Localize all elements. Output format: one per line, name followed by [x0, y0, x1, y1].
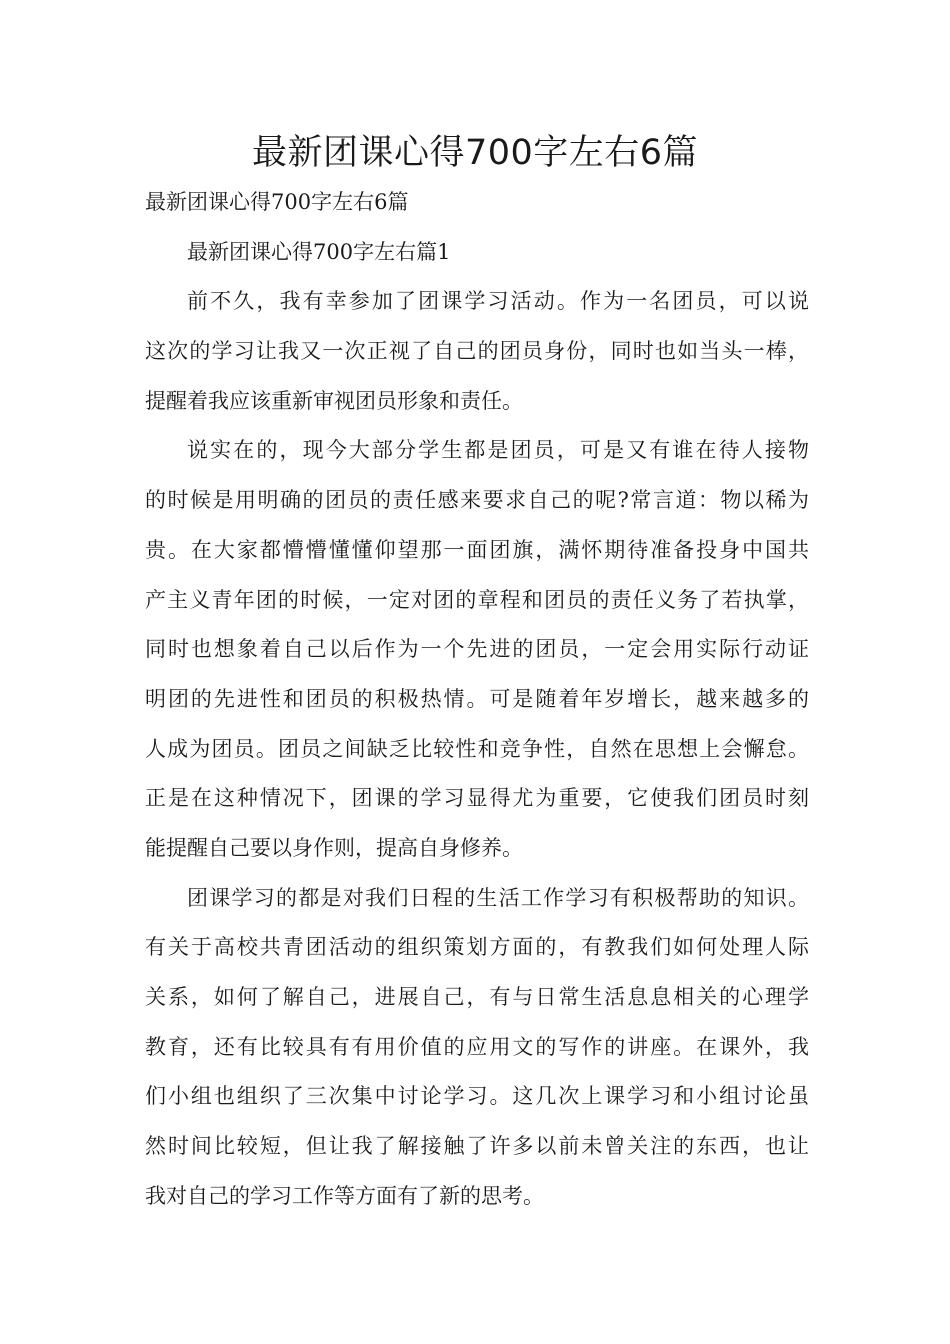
paragraph-line: 教育，还有比较具有有用价值的应用文的写作的讲座。在课外，我	[145, 1034, 809, 1059]
paragraph-line: 的时候是用明确的团员的责任感来要求自己的呢?常言道：物以稀为	[145, 488, 809, 513]
paragraph-line: 有关于高校共青团活动的组织策划方面的，有教我们如何处理人际	[145, 935, 809, 960]
paragraph-line: 明团的先进性和团员的积极热情。可是随着年岁增长，越来越多的	[145, 686, 809, 711]
section-heading: 最新团课心得700字左右篇1	[187, 239, 451, 264]
paragraph-1	[145, 277, 809, 426]
paragraph-line: 我对自己的学习工作等方面有了新的思考。	[145, 1183, 544, 1208]
paragraph-line: 团课学习的都是对我们日程的生活工作学习有积极帮助的知识。	[187, 885, 809, 910]
paragraph-line: 产主义青年团的时候，一定对团的章程和团员的责任义务了若执掌，	[145, 587, 809, 612]
paragraph-line: 们小组也组织了三次集中讨论学习。这几次上课学习和小组讨论虽	[145, 1084, 809, 1109]
paragraph-line: 能提醒自己要以身作则，提高自身修养。	[145, 835, 523, 860]
paragraph-line: 人成为团员。团员之间缺乏比较性和竞争性，自然在思想上会懈怠。	[145, 736, 809, 761]
paragraph-line: 说实在的，现今大部分学生都是团员，可是又有谁在待人接物	[187, 438, 809, 463]
paragraph-line: 然时间比较短，但让我了解接触了许多以前未曾关注的东西，也让	[145, 1134, 809, 1159]
document-body	[145, 178, 809, 1221]
paragraph-2	[145, 426, 809, 873]
paragraph-line: 关系，如何了解自己，进展自己，有与日常生活息息相关的心理学	[145, 985, 809, 1009]
paragraph-line: 同时也想象着自己以后作为一个先进的团员，一定会用实际行动证	[145, 637, 809, 662]
document-subtitle: 最新团课心得700字左右6篇	[145, 190, 409, 214]
paragraph-line: 贵。在大家都懵懵懂懂仰望那一面团旗，满怀期待准备投身中国共	[145, 537, 809, 562]
paragraph-line: 这次的学习让我又一次正视了自己的团员身份，同时也如当头一棒，	[145, 339, 809, 364]
paragraph-line: 前不久，我有幸参加了团课学习活动。作为一名团员，可以说	[187, 289, 809, 314]
paragraph-3	[145, 874, 809, 1222]
paragraph-line: 提醒着我应该重新审视团员形象和责任。	[145, 388, 523, 413]
paragraph-line: 正是在这种情况下，团课的学习显得尤为重要，它使我们团员时刻	[145, 786, 809, 811]
document-title: 最新团课心得700字左右6篇	[251, 133, 699, 173]
